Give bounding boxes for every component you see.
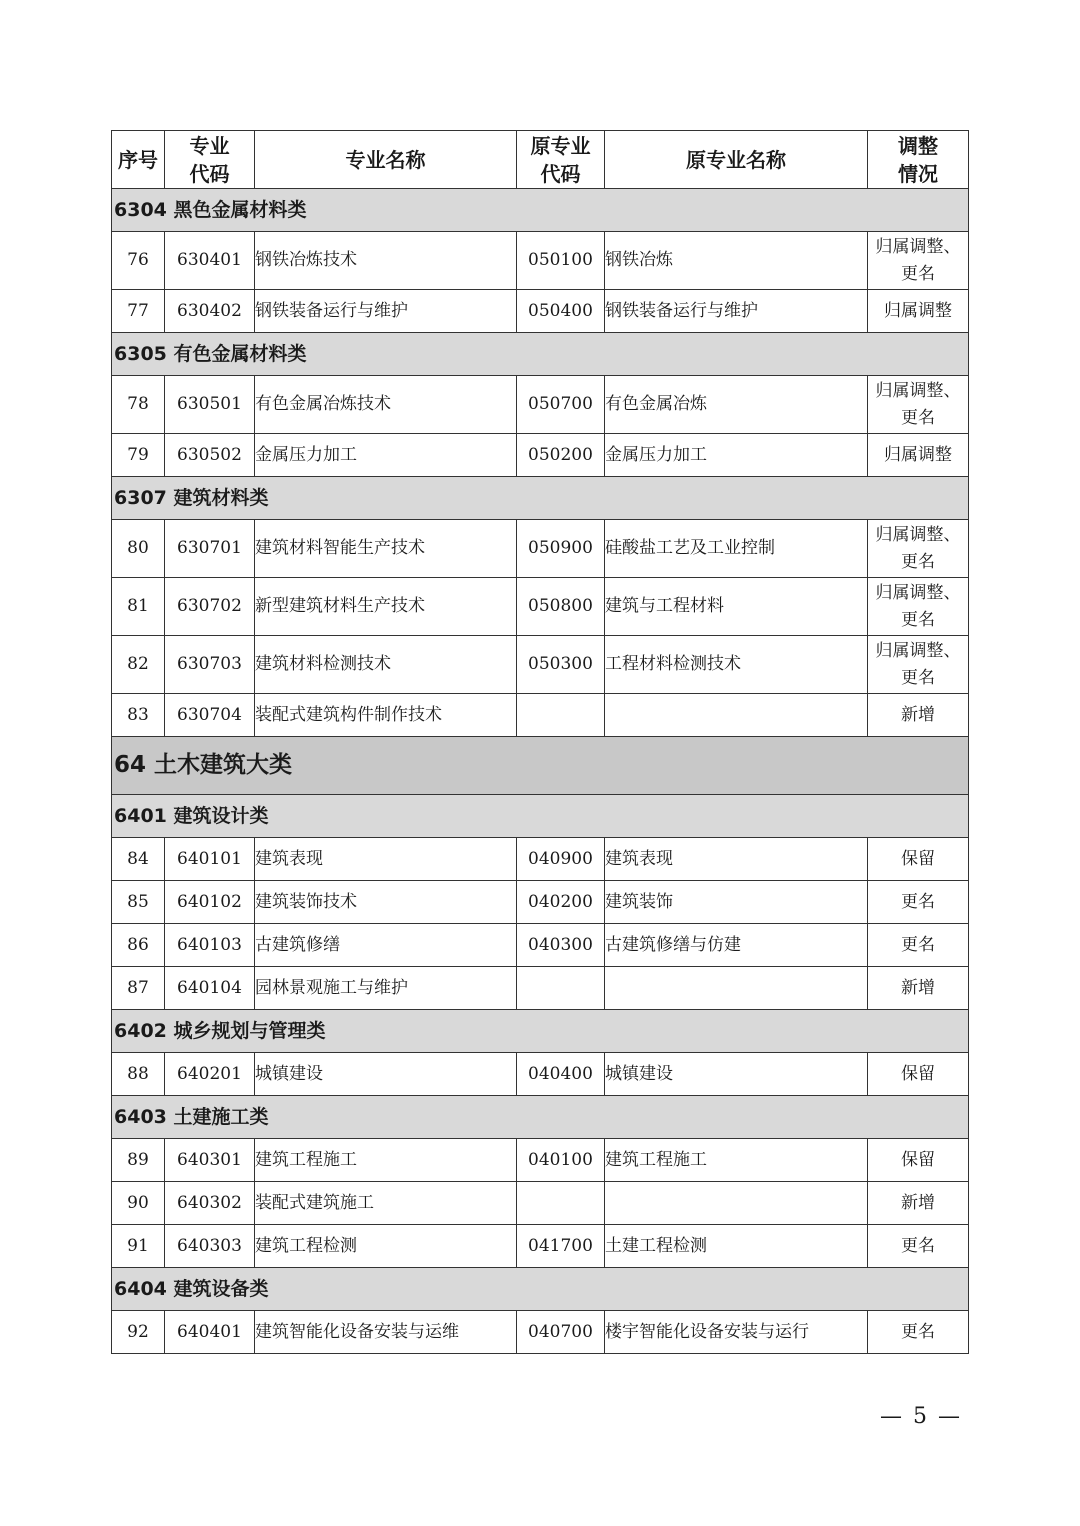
cell-seq: 92	[112, 1311, 165, 1354]
cell-orig-name	[605, 967, 868, 1010]
cell-name: 装配式建筑构件制作技术	[255, 694, 517, 737]
table-row	[112, 434, 969, 477]
cell-seq: 86	[112, 924, 165, 967]
cell-code: 630502	[165, 434, 255, 477]
cell-orig-code: 040400	[517, 1053, 605, 1096]
table-row	[112, 578, 969, 636]
cell-name: 钢铁冶炼技术	[255, 232, 517, 290]
cell-orig-code: 050200	[517, 434, 605, 477]
cell-code: 630402	[165, 290, 255, 333]
category-label: 6401 建筑设计类	[112, 795, 969, 838]
cell-adjustment	[868, 376, 969, 434]
cell-orig-code	[517, 694, 605, 737]
cell-code: 630701	[165, 520, 255, 578]
table-row	[112, 636, 969, 694]
table-row	[112, 1053, 969, 1096]
cell-seq: 76	[112, 232, 165, 290]
cell-name: 金属压力加工	[255, 434, 517, 477]
cell-name: 装配式建筑施工	[255, 1182, 517, 1225]
adjustment-line: 更名	[901, 667, 935, 688]
cell-orig-name: 有色金属冶炼	[605, 376, 868, 434]
cell-adjustment	[868, 1182, 969, 1225]
cell-orig-name	[605, 694, 868, 737]
category-row	[112, 1268, 969, 1311]
cell-orig-name: 建筑与工程材料	[605, 578, 868, 636]
header-seq: 序号	[112, 131, 165, 189]
cell-orig-name: 建筑工程施工	[605, 1139, 868, 1182]
cell-name: 建筑装饰技术	[255, 881, 517, 924]
category-label: 6305 有色金属材料类	[112, 333, 969, 376]
cell-orig-name	[605, 1182, 868, 1225]
cell-orig-code: 040300	[517, 924, 605, 967]
cell-code: 640301	[165, 1139, 255, 1182]
cell-adjustment	[868, 636, 969, 694]
cell-code: 630501	[165, 376, 255, 434]
category-row	[112, 1010, 969, 1053]
major-group-label: 64 土木建筑大类	[112, 737, 969, 795]
header-code: 专业 代码	[165, 131, 255, 189]
cell-seq: 84	[112, 838, 165, 881]
cell-adjustment	[868, 434, 969, 477]
cell-name: 建筑工程检测	[255, 1225, 517, 1268]
adjustment-line: 归属调整、	[875, 236, 961, 257]
category-label: 6403 土建施工类	[112, 1096, 969, 1139]
adjustment-line: 新增	[901, 977, 935, 998]
cell-adjustment	[868, 232, 969, 290]
table-row	[112, 232, 969, 290]
cell-orig-name: 建筑表现	[605, 838, 868, 881]
cell-code: 640201	[165, 1053, 255, 1096]
category-label: 6307 建筑材料类	[112, 477, 969, 520]
cell-seq: 80	[112, 520, 165, 578]
adjustment-line: 更名	[901, 609, 935, 630]
cell-code: 630704	[165, 694, 255, 737]
cell-code: 640104	[165, 967, 255, 1010]
adjustment-line: 归属调整	[884, 444, 952, 465]
adjustment-line: 更名	[901, 407, 935, 428]
table-row	[112, 924, 969, 967]
cell-seq: 82	[112, 636, 165, 694]
cell-seq: 78	[112, 376, 165, 434]
adjustment-line: 保留	[901, 1063, 935, 1084]
cell-orig-code	[517, 967, 605, 1010]
cell-code: 640101	[165, 838, 255, 881]
major-group-row	[112, 737, 969, 795]
cell-adjustment	[868, 881, 969, 924]
table-row	[112, 1311, 969, 1354]
table-row	[112, 520, 969, 578]
cell-adjustment	[868, 1053, 969, 1096]
adjustment-line: 更名	[901, 263, 935, 284]
category-label: 6402 城乡规划与管理类	[112, 1010, 969, 1053]
cell-code: 640303	[165, 1225, 255, 1268]
cell-adjustment	[868, 1225, 969, 1268]
cell-adjustment	[868, 967, 969, 1010]
adjustment-line: 归属调整、	[875, 524, 961, 545]
cell-code: 630702	[165, 578, 255, 636]
cell-orig-code: 040100	[517, 1139, 605, 1182]
cell-code: 630703	[165, 636, 255, 694]
cell-seq: 90	[112, 1182, 165, 1225]
adjustment-line: 归属调整	[884, 300, 952, 321]
cell-name: 建筑工程施工	[255, 1139, 517, 1182]
category-label: 6304 黑色金属材料类	[112, 189, 969, 232]
header-orig-code: 原专业 代码	[517, 131, 605, 189]
cell-name: 有色金属冶炼技术	[255, 376, 517, 434]
cell-orig-name: 钢铁装备运行与维护	[605, 290, 868, 333]
category-label: 6404 建筑设备类	[112, 1268, 969, 1311]
cell-seq: 87	[112, 967, 165, 1010]
header-adjustment: 调整 情况	[868, 131, 969, 189]
cell-name: 新型建筑材料生产技术	[255, 578, 517, 636]
cell-orig-code: 041700	[517, 1225, 605, 1268]
cell-orig-code: 040900	[517, 838, 605, 881]
cell-code: 640102	[165, 881, 255, 924]
cell-name: 建筑智能化设备安装与运维	[255, 1311, 517, 1354]
category-row	[112, 1096, 969, 1139]
adjustment-line: 保留	[901, 1149, 935, 1170]
cell-orig-name: 工程材料检测技术	[605, 636, 868, 694]
cell-seq: 88	[112, 1053, 165, 1096]
cell-adjustment	[868, 578, 969, 636]
cell-name: 古建筑修缮	[255, 924, 517, 967]
cell-orig-name: 土建工程检测	[605, 1225, 868, 1268]
adjustment-line: 更名	[901, 1321, 935, 1342]
cell-orig-name: 城镇建设	[605, 1053, 868, 1096]
table-row	[112, 967, 969, 1010]
category-row	[112, 333, 969, 376]
cell-seq: 85	[112, 881, 165, 924]
cell-orig-code: 050400	[517, 290, 605, 333]
table-row	[112, 694, 969, 737]
category-row	[112, 189, 969, 232]
cell-orig-code: 050900	[517, 520, 605, 578]
adjustment-line: 新增	[901, 1192, 935, 1213]
cell-adjustment	[868, 924, 969, 967]
cell-orig-code: 050100	[517, 232, 605, 290]
category-row	[112, 795, 969, 838]
cell-orig-code	[517, 1182, 605, 1225]
table-row	[112, 1182, 969, 1225]
adjustment-line: 归属调整、	[875, 582, 961, 603]
cell-name: 建筑表现	[255, 838, 517, 881]
cell-code: 630401	[165, 232, 255, 290]
cell-adjustment	[868, 694, 969, 737]
cell-adjustment	[868, 838, 969, 881]
cell-name: 建筑材料智能生产技术	[255, 520, 517, 578]
table-row	[112, 838, 969, 881]
cell-adjustment	[868, 1139, 969, 1182]
cell-orig-name: 钢铁冶炼	[605, 232, 868, 290]
cell-orig-code: 050700	[517, 376, 605, 434]
cell-orig-code: 050300	[517, 636, 605, 694]
table-row	[112, 290, 969, 333]
adjustment-line: 归属调整、	[875, 380, 961, 401]
cell-seq: 77	[112, 290, 165, 333]
cell-name: 城镇建设	[255, 1053, 517, 1096]
adjustment-line: 归属调整、	[875, 640, 961, 661]
table-row	[112, 376, 969, 434]
adjustment-line: 更名	[901, 551, 935, 572]
cell-orig-code: 040700	[517, 1311, 605, 1354]
cell-orig-name: 硅酸盐工艺及工业控制	[605, 520, 868, 578]
adjustment-line: 更名	[901, 891, 935, 912]
adjustment-line: 更名	[901, 1235, 935, 1256]
cell-orig-code: 040200	[517, 881, 605, 924]
adjustment-line: 保留	[901, 848, 935, 869]
cell-seq: 91	[112, 1225, 165, 1268]
cell-name: 钢铁装备运行与维护	[255, 290, 517, 333]
cell-orig-name: 楼宇智能化设备安装与运行	[605, 1311, 868, 1354]
cell-name: 园林景观施工与维护	[255, 967, 517, 1010]
cell-code: 640103	[165, 924, 255, 967]
cell-seq: 81	[112, 578, 165, 636]
major-catalog-table	[111, 130, 969, 1354]
cell-seq: 79	[112, 434, 165, 477]
cell-name: 建筑材料检测技术	[255, 636, 517, 694]
table-row	[112, 881, 969, 924]
cell-orig-code: 050800	[517, 578, 605, 636]
table-body	[112, 189, 969, 1354]
cell-seq: 83	[112, 694, 165, 737]
header-orig-name: 原专业名称	[605, 131, 868, 189]
cell-seq: 89	[112, 1139, 165, 1182]
cell-code: 640401	[165, 1311, 255, 1354]
cell-orig-name: 古建筑修缮与仿建	[605, 924, 868, 967]
adjustment-line: 新增	[901, 704, 935, 725]
header-name: 专业名称	[255, 131, 517, 189]
cell-adjustment	[868, 520, 969, 578]
cell-orig-name: 建筑装饰	[605, 881, 868, 924]
cell-code: 640302	[165, 1182, 255, 1225]
cell-adjustment	[868, 290, 969, 333]
cell-orig-name: 金属压力加工	[605, 434, 868, 477]
table-header-row	[112, 131, 969, 189]
page-number: — 5 —	[880, 1404, 962, 1429]
category-row	[112, 477, 969, 520]
table-row	[112, 1139, 969, 1182]
adjustment-line: 更名	[901, 934, 935, 955]
cell-adjustment	[868, 1311, 969, 1354]
table-row	[112, 1225, 969, 1268]
